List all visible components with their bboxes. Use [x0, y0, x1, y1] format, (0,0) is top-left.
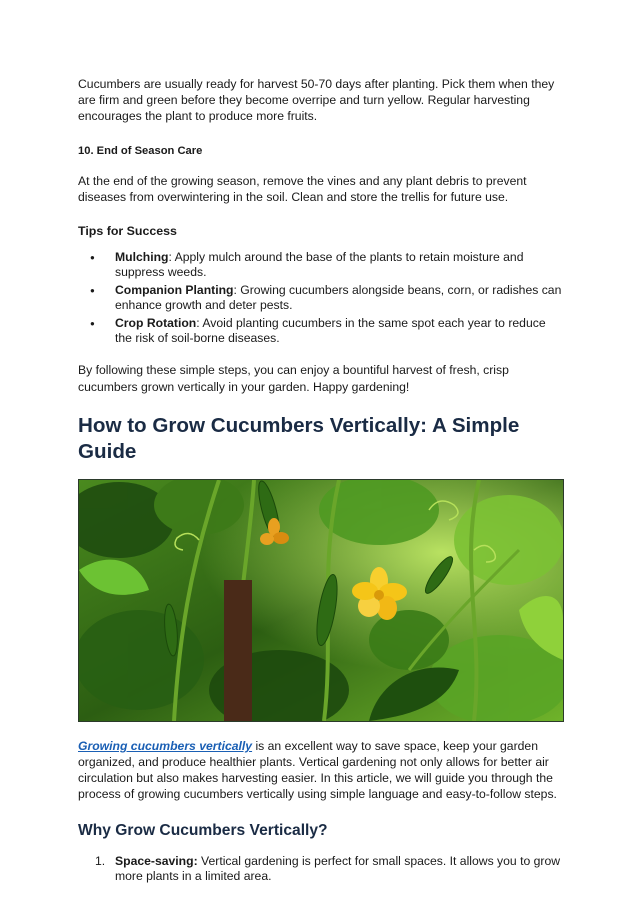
growing-cucumbers-link[interactable]: Growing cucumbers vertically — [78, 738, 253, 753]
tip-text: : Avoid planting cucumbers in the same spot each year to reduce the risk of soil-borne diseases. — [115, 315, 546, 346]
list-item — [115, 283, 564, 314]
list-number: 1. — [95, 853, 106, 868]
list-item — [95, 853, 564, 885]
trellis-post — [224, 580, 252, 721]
end-of-season-heading: 10. End of Season Care — [78, 144, 203, 157]
why-list — [78, 854, 564, 885]
list-item — [115, 316, 564, 347]
tips-list — [78, 250, 564, 346]
article-title: How to Grow Cucumbers Vertically: A Simple Guide — [78, 413, 520, 463]
intro-paragraph — [78, 738, 564, 803]
tip-term: Companion Planting — [115, 282, 234, 297]
document-page — [78, 76, 564, 885]
end-of-season-paragraph: At the end of the growing season, remove the vines and any plant debris to prevent diseases from overwintering in the soil. Clean and store the trellis for future use. — [78, 173, 527, 204]
tip-term: Crop Rotation — [115, 315, 197, 330]
intro-text: is an excellent way to save space, keep your garden organized, and produce healthier plants. Vertical gardening not only allows for better air circulation but also makes harvesting easier. In this article, we will guide you through the process of growing cucumbers vertically using simple language and easy-to-follow steps. — [78, 738, 557, 802]
list-item — [115, 250, 564, 281]
why-heading: Why Grow Cucumbers Vertically? — [78, 821, 328, 839]
tips-heading: Tips for Success — [78, 224, 177, 239]
harvest-paragraph: Cucumbers are usually ready for harvest 50-70 days after planting. Pick them when they are firm and green before they become overripe and turn yellow. Regular harvesting encourages the plant to produce more fruits. — [78, 77, 555, 124]
cucumber-vines-illustration — [79, 480, 563, 721]
why-text: Vertical gardening is perfect for small spaces. It allows you to grow more plants in a limited area. — [115, 853, 561, 884]
tip-text: : Growing cucumbers alongside beans, corn, or radishes can enhance growth and deter pests. — [115, 282, 562, 313]
cucumber-vines-photo — [78, 479, 564, 722]
tip-term: Mulching — [115, 250, 169, 265]
tip-text: : Apply mulch around the base of the plants to retain moisture and suppress weeds. — [115, 250, 524, 280]
why-term: Space-saving: — [115, 853, 198, 868]
closing-paragraph: By following these simple steps, you can enjoy a bountiful harvest of fresh, crisp cucumbers grown vertically in your garden. Happy gardening! — [78, 363, 509, 394]
